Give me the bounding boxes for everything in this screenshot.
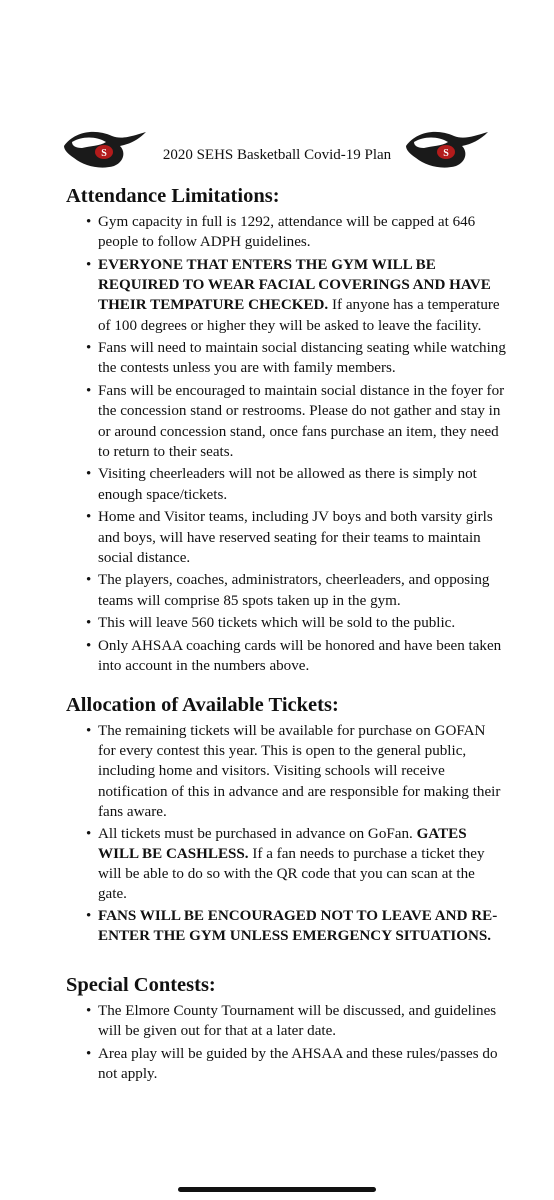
bullet-item <box>86 570 506 610</box>
bullet-dot: • <box>86 572 92 589</box>
bullet-dot: • <box>86 214 92 230</box>
body-text: Gym capacity in full is 1292, attendance will be capped at 646 people to follow ADPH guidelines. <box>98 214 476 251</box>
bullet-item <box>86 1044 506 1084</box>
bullet-dot: • <box>86 509 92 526</box>
bullet-text <box>98 338 506 378</box>
bullet-dot: • <box>86 1003 92 1019</box>
bullet-dot: • <box>86 383 92 400</box>
bullet-item <box>86 381 506 462</box>
document-header <box>0 126 554 176</box>
home-indicator <box>178 1187 376 1192</box>
section-title-attendance: Attendance Limitations: <box>66 185 280 207</box>
bullet-item <box>86 721 506 822</box>
bullet-item <box>86 613 506 633</box>
bullet-item <box>86 338 506 378</box>
body-text: This will leave 560 tickets which will be sold to the public. <box>98 615 456 632</box>
section-title-allocation: Allocation of Available Tickets: <box>66 694 339 716</box>
document-title: 2020 SEHS Basketball Covid-19 Plan <box>162 147 392 163</box>
bullet-text <box>98 381 506 462</box>
bullet-text <box>98 824 506 905</box>
bullet-text <box>98 1044 506 1084</box>
bullet-item <box>86 824 506 905</box>
bullet-item <box>86 1001 506 1041</box>
bullet-item <box>86 255 506 336</box>
bullet-dot: • <box>86 825 92 842</box>
body-text: If anyone has a temperature of 100 degrees or higher they will be asked to leave the facility. <box>98 297 500 334</box>
body-text: Visiting cheerleaders will not be allowed as there is simply not enough space/tickets. <box>98 466 477 503</box>
bullet-item <box>86 212 506 252</box>
bullet-dot: • <box>86 907 92 924</box>
body-text: Fans will be encouraged to maintain social distance in the foyer for the concession stand or restrooms. Please do not gather and stay in or around concession stand, once fans purchase an item, they need to return to their seats. <box>98 383 505 460</box>
bullet-text <box>98 570 506 610</box>
bullet-text <box>98 507 506 568</box>
bullet-text <box>98 906 506 946</box>
svg-text:S: S <box>101 148 107 159</box>
bullet-text <box>98 464 506 504</box>
allocation-list <box>86 721 506 948</box>
body-text: The players, coaches, administrators, cheerleaders, and opposing teams will comprise 85 spots taken up in the gym. <box>98 572 490 609</box>
bullet-item <box>86 507 506 568</box>
bullet-dot: • <box>86 256 92 273</box>
special-contests-list <box>86 1001 506 1087</box>
bullet-dot: • <box>86 1045 92 1062</box>
bullet-text <box>98 1001 506 1041</box>
mustang-logo-icon <box>402 126 492 170</box>
bullet-dot: • <box>86 340 92 357</box>
bullet-dot: • <box>86 638 92 655</box>
body-text: Home and Visitor teams, including JV boys and both varsity girls and boys, will have reserved seating for their teams to maintain social distance. <box>98 509 493 566</box>
bullet-item <box>86 636 506 676</box>
bullet-item <box>86 464 506 504</box>
body-text: The remaining tickets will be available for purchase on GOFAN for every contest this year. This is open to the general public, including home and visitors. Visiting schools will receive notification of this in advance and are responsible for making their fans aware. <box>98 723 501 820</box>
body-text: All tickets must be purchased in advance on GoFan. <box>98 825 417 842</box>
bullet-text <box>98 636 506 676</box>
body-text: Only AHSAA coaching cards will be honored and have been taken into account in the numbers above. <box>98 638 502 675</box>
bullet-text <box>98 613 506 633</box>
section-title-special-contests: Special Contests: <box>66 974 216 996</box>
bold-text: FANS WILL BE ENCOURAGED NOT TO LEAVE AND RE-ENTER THE GYM UNLESS EMERGENCY SITUATIONS. <box>98 907 498 945</box>
body-text: If a fan needs to purchase a ticket they will be able to do so with the QR code that you can scan at the gate. <box>98 845 485 903</box>
bullet-dot: • <box>86 723 92 739</box>
bullet-dot: • <box>86 466 92 483</box>
bullet-text <box>98 255 506 336</box>
bold-text: GATES WILL BE CASHLESS. <box>98 825 467 862</box>
body-text: Area play will be guided by the AHSAA and these rules/passes do not apply. <box>98 1045 498 1083</box>
body-text: The Elmore County Tournament will be discussed, and guidelines will be given out for that at a later date. <box>98 1003 497 1040</box>
bullet-text <box>98 212 506 252</box>
bullet-item <box>86 906 506 946</box>
bold-text: EVERYONE THAT ENTERS THE GYM WILL BE REQUIRED TO WEAR FACIAL COVERINGS AND HAVE THEIR TEMPATURE CHECKED. <box>98 256 491 314</box>
body-text: Fans will need to maintain social distancing seating while watching the contests unless you are with family members. <box>98 340 506 377</box>
svg-text:S: S <box>443 148 449 159</box>
bullet-text <box>98 721 506 822</box>
attendance-list <box>86 212 506 679</box>
bullet-dot: • <box>86 615 92 632</box>
